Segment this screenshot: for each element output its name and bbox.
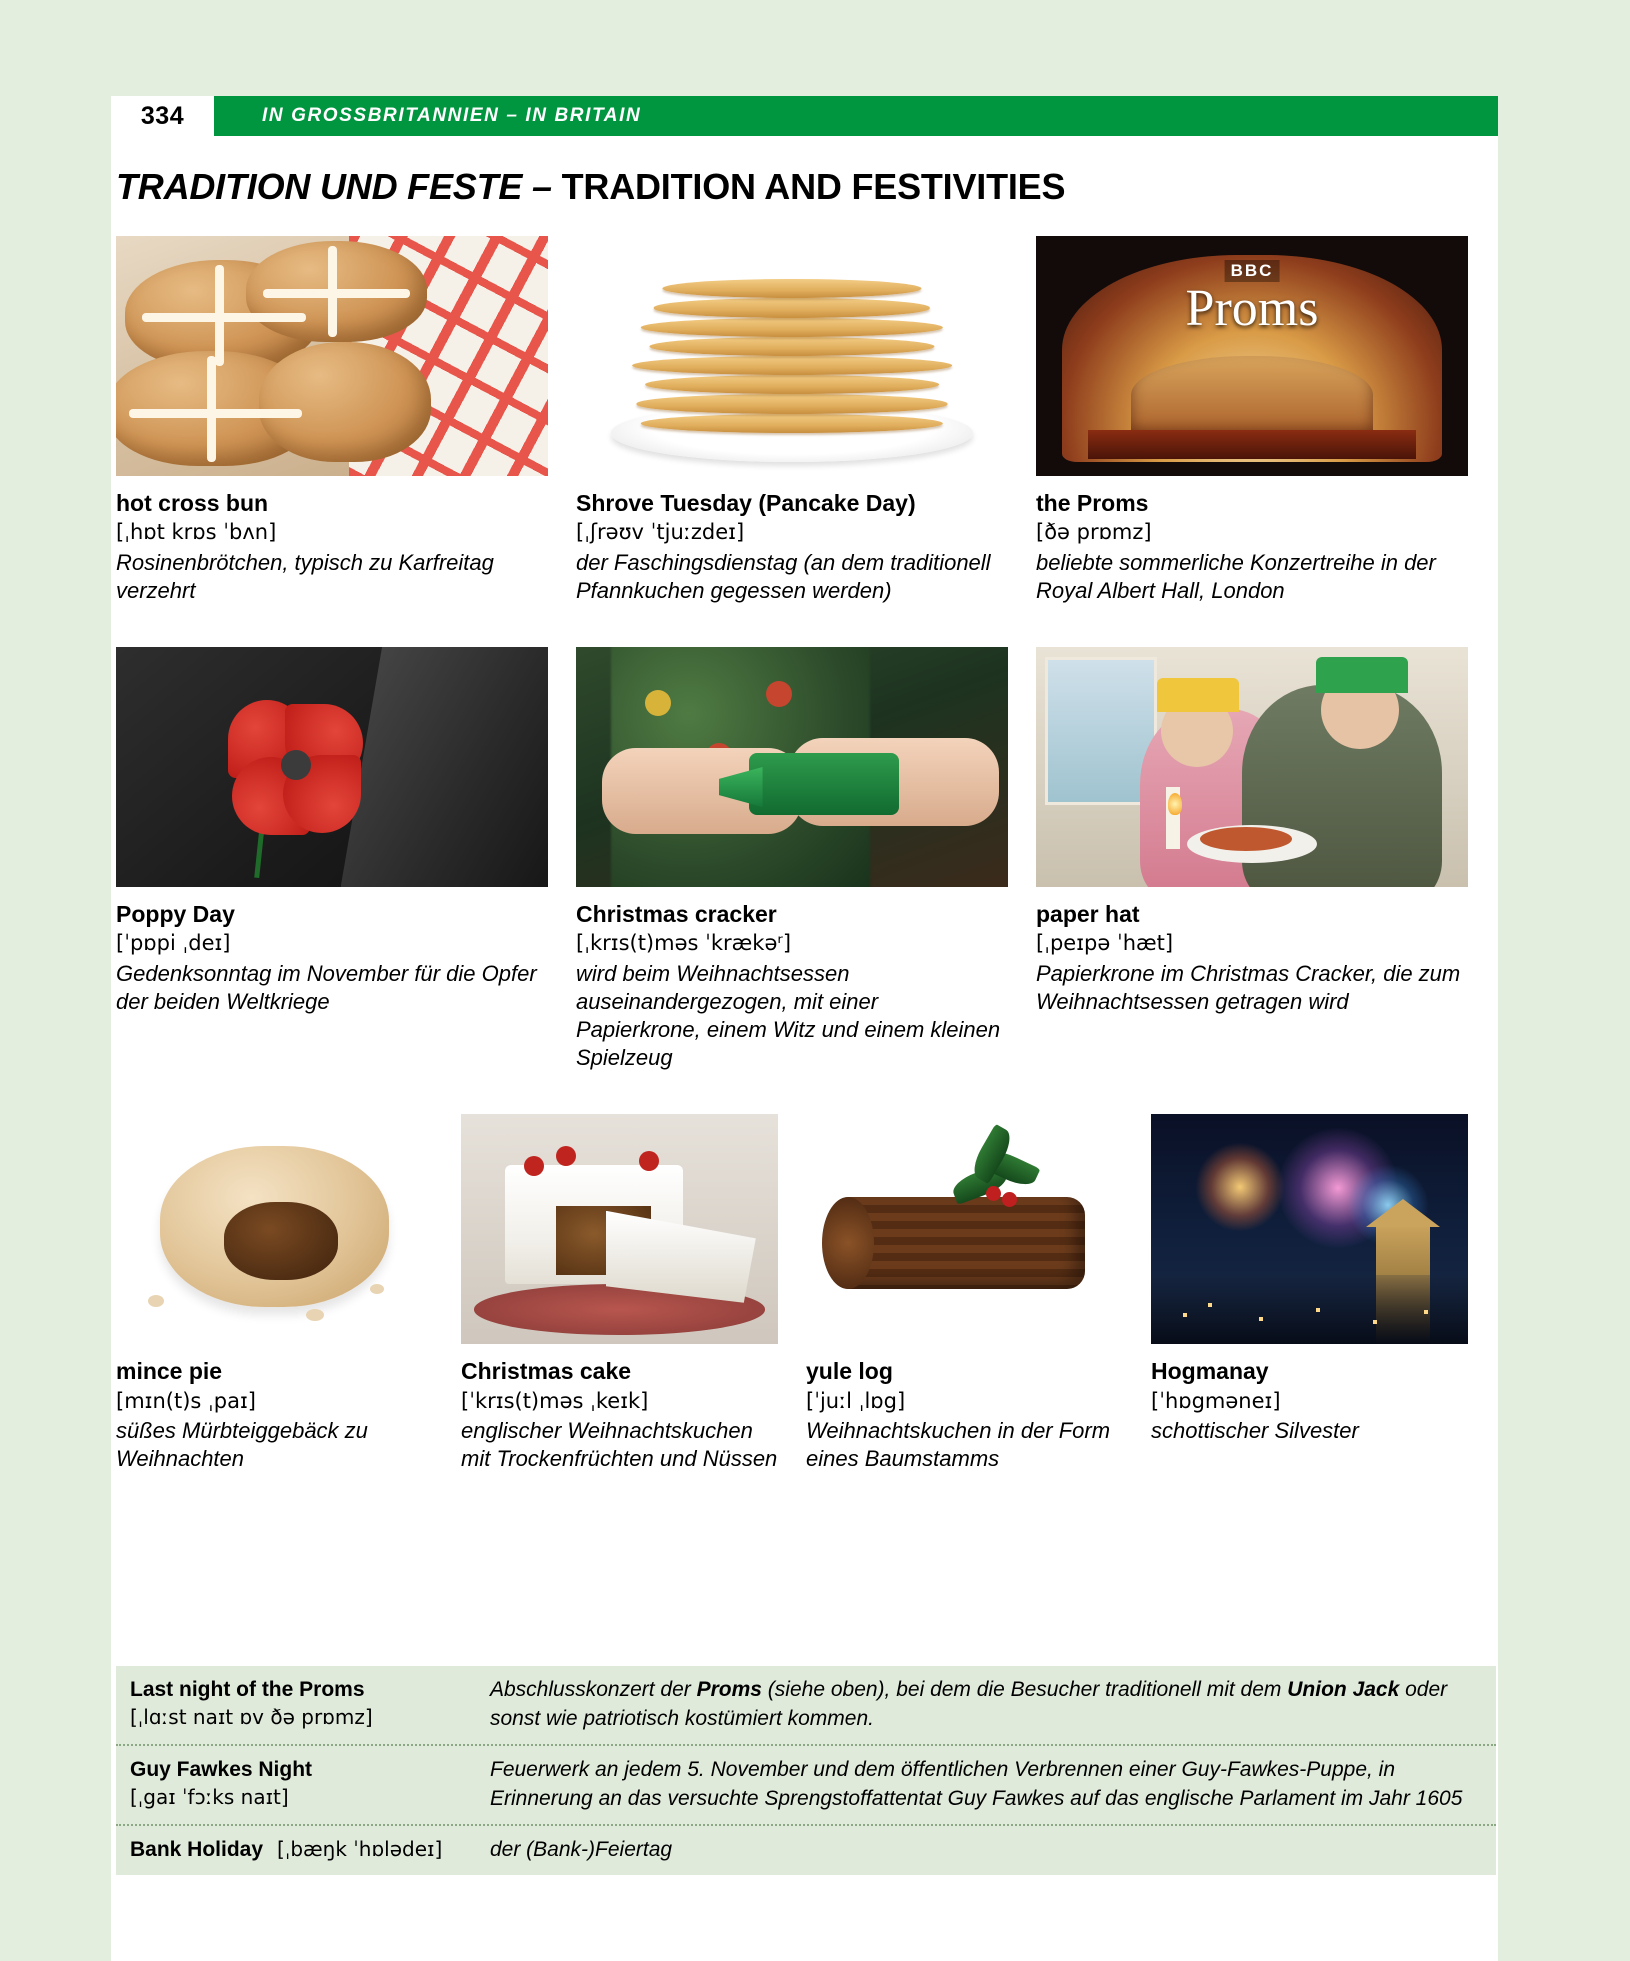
- table-definition: [490, 1676, 1482, 1734]
- pancake-stack-photo: [576, 236, 1008, 476]
- entry-hogmanay: [1151, 1114, 1496, 1473]
- entry-gloss: Gedenksonntag im November für die Opfer der beiden Weltkriege: [116, 960, 537, 1014]
- glossary-table: [116, 1666, 1496, 1875]
- entry-ipa: [ˌpeɪpə ˈhæt]: [1036, 931, 1174, 956]
- edinburgh-fireworks-photo: [1151, 1114, 1468, 1344]
- page-number: 334: [111, 96, 214, 136]
- entry-term: yule log: [806, 1358, 893, 1385]
- couple-wearing-paper-hats-at-dinner-photo: [1036, 647, 1468, 887]
- entry-ipa: [ˌʃrəʊv ˈtjuːzdeɪ]: [576, 520, 745, 545]
- entry-christmas-cake: [461, 1114, 806, 1473]
- entry-shrove-tuesday: [576, 236, 1036, 605]
- entry-term: hot cross bun: [116, 490, 269, 516]
- entry-gloss: der Faschingsdienstag (an dem traditionell Pfannkuchen gegessen werden): [576, 549, 991, 603]
- entry-the-proms: [1036, 236, 1496, 605]
- christmas-cake-photo: [461, 1114, 778, 1344]
- entry-gloss: Rosinenbrötchen, typisch zu Karfreitag verzehrt: [116, 549, 494, 603]
- entry-ipa: [ðə prɒmz]: [1036, 520, 1152, 545]
- table-term: Last night of the Proms: [130, 1678, 365, 1701]
- entry-ipa: [mɪn(t)s ˌpaɪ]: [116, 1388, 256, 1413]
- entry-ipa: [ˈhɒgməneɪ]: [1151, 1388, 1281, 1413]
- entry-gloss: Weihnachtskuchen in der Form eines Baumstamms: [806, 1417, 1111, 1471]
- entry-term: Poppy Day: [116, 900, 235, 927]
- entry-mince-pie: [116, 1114, 461, 1473]
- table-row: [116, 1826, 1496, 1875]
- entry-ipa: [ˈpɒpi ˌdeɪ]: [116, 931, 231, 956]
- page-title: [116, 166, 1065, 208]
- table-row: [116, 1746, 1496, 1826]
- entry-poppy-day: [116, 647, 576, 1072]
- page-header: [111, 96, 1498, 136]
- entry-gloss: schottischer Silvester: [1151, 1417, 1359, 1443]
- definition-text-bold: Proms: [696, 1678, 762, 1701]
- entry-term: mince pie: [116, 1358, 223, 1385]
- table-term-cell: [130, 1836, 490, 1865]
- entry-ipa: [ˈkrɪs(t)məs ˌkeɪk]: [461, 1388, 649, 1413]
- page-title-english: TRADITION AND FESTIVITIES: [561, 166, 1066, 207]
- table-ipa: [ˌlɑːst naɪt ɒv ðə prɒmz]: [130, 1705, 373, 1730]
- table-term: Bank Holiday: [130, 1837, 264, 1861]
- entry-gloss: englischer Weihnachtskuchen mit Trockenfrüchten und Nüssen: [461, 1417, 778, 1471]
- entry-gloss: süßes Mürbteiggebäck zu Weihnachten: [116, 1417, 368, 1471]
- section-title: IN GROSSBRITANNIEN – IN BRITAIN: [262, 105, 642, 126]
- entry-gloss: beliebte sommerliche Konzertreihe in der Royal Albert Hall, London: [1036, 549, 1436, 603]
- entry-term: Hogmanay: [1151, 1358, 1269, 1385]
- christmas-cracker-being-pulled-photo: [576, 647, 1008, 887]
- entry-yule-log: [806, 1114, 1151, 1473]
- entry-ipa: [ˌhɒt krɒs ˈbʌn]: [116, 520, 277, 545]
- table-ipa: [ˌgaɪ ˈfɔːks naɪt]: [130, 1785, 289, 1810]
- entry-term: paper hat: [1036, 900, 1140, 927]
- yule-log-cake-photo: [806, 1114, 1123, 1344]
- table-ipa: [ˌbæŋk ˈhɒlədeɪ]: [277, 1836, 443, 1861]
- table-term: Guy Fawkes Night: [130, 1757, 313, 1781]
- definition-text-bold: Union Jack: [1287, 1678, 1400, 1701]
- mince-pie-photo: [116, 1114, 433, 1344]
- entry-paper-hat: [1036, 647, 1496, 1072]
- entry-christmas-cracker: [576, 647, 1036, 1072]
- table-term-cell: [130, 1756, 490, 1814]
- entry-term: Shrove Tuesday (Pancake Day): [576, 490, 916, 516]
- definition-text-plain: Feuerwerk an jedem 5. November und dem öffentlichen Verbrennen einer Guy-Fawkes-Puppe, in Erinnerung an das versuchte Sprengstoffattentat Guy Fawkes auf das englische Parlament im Jahr 1605: [490, 1757, 1463, 1810]
- page-title-german: TRADITION UND FESTE –: [116, 166, 562, 207]
- entry-row: [116, 1114, 1496, 1473]
- bbc-proms-royal-albert-hall-photo: BBC Proms: [1036, 236, 1468, 476]
- hot-cross-buns-photo: [116, 236, 548, 476]
- entry-row: [116, 647, 1496, 1072]
- remembrance-poppy-on-lapel-photo: [116, 647, 548, 887]
- entry-term: Christmas cake: [461, 1358, 632, 1385]
- entry-term: Christmas cracker: [576, 900, 777, 927]
- entry-grid: [116, 236, 1496, 1473]
- page-content: [111, 136, 1498, 1961]
- section-header: [214, 96, 1498, 136]
- table-definition: [490, 1836, 1482, 1865]
- entry-hot-cross-bun: [116, 236, 576, 605]
- entry-term: the Proms: [1036, 490, 1149, 516]
- entry-row: [116, 236, 1496, 605]
- entry-gloss: Papierkrone im Christmas Cracker, die zum Weihnachtsessen getragen wird: [1036, 960, 1461, 1014]
- definition-text-plain: (siehe oben), bei dem die Besucher traditionell mit dem: [761, 1678, 1288, 1701]
- entry-gloss: wird beim Weihnachtsessen auseinandergezogen, mit einer Papierkrone, einem Witz und einem kleinen Spielzeug: [576, 960, 1001, 1071]
- table-term-cell: [130, 1676, 490, 1734]
- definition-text-plain: der (Bank-)Feiertag: [490, 1837, 673, 1861]
- definition-text-plain: oder sonst wie patriotisch kostümiert kommen.: [490, 1678, 1448, 1730]
- entry-ipa: [ˌkrɪs(t)məs ˈkrækəʳ]: [576, 931, 792, 956]
- table-definition: [490, 1756, 1482, 1814]
- entry-ipa: [ˈjuːl ˌlɒg]: [806, 1388, 906, 1413]
- definition-text-plain: Abschlusskonzert der: [490, 1678, 697, 1701]
- table-row: [116, 1666, 1496, 1746]
